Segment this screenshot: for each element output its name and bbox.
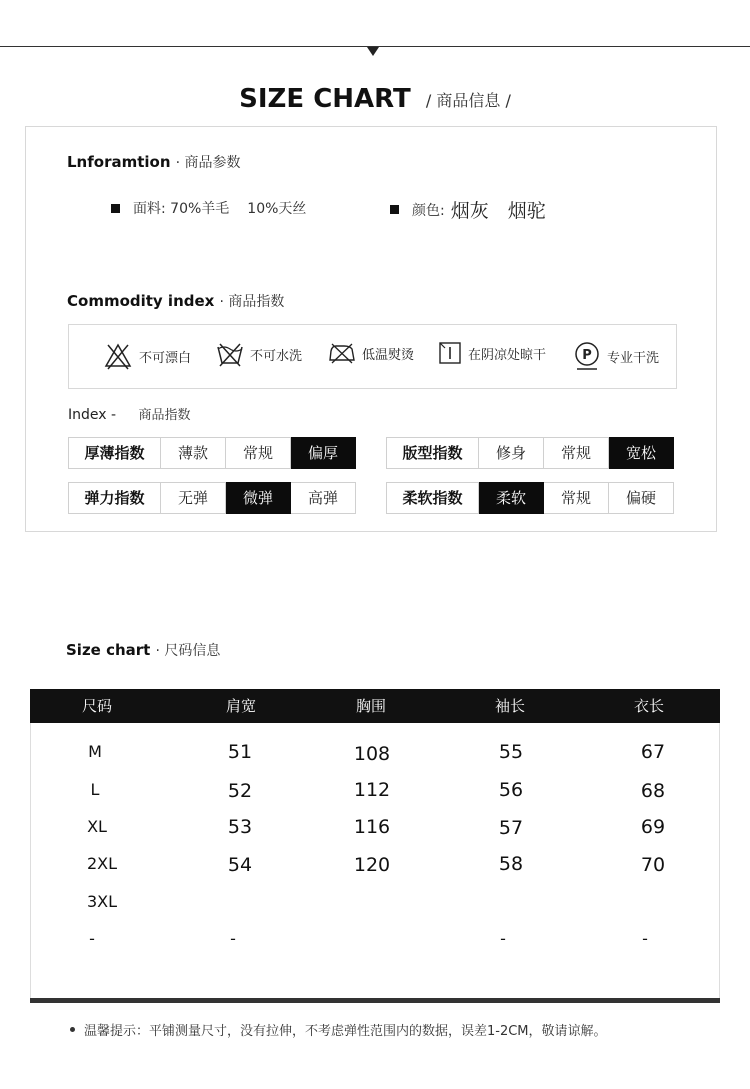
bullet-square-icon [111,204,120,213]
care-label: 在阴凉处晾干 [468,347,547,363]
index-label-cn: 商品指数 [138,408,191,423]
table-cell: 52 [227,780,253,802]
commodity-heading [67,291,284,311]
care-item-dry-clean [573,341,659,371]
information-heading-cn: · 商品参数 [175,155,241,171]
index-row-softness [386,482,674,514]
no-wash-icon [216,341,244,367]
index-row-elasticity [68,482,356,514]
size-chart-heading [66,640,220,660]
material-extra: 10%天丝 [247,201,307,217]
table-cell: 56 [498,779,524,801]
shade-dry-icon [438,341,462,365]
index-row-thickness [68,437,356,469]
size-chart-heading-cn: · 尺码信息 [155,643,221,659]
table-cell: 70 [640,854,666,876]
table-cell: - [89,929,95,948]
index-option-selected: 柔软 [479,482,544,514]
care-label: 不可漂白 [139,350,192,366]
index-option: 常规 [544,437,609,469]
commodity-heading-en: Commodity index [67,292,215,310]
table-cell: 120 [353,854,391,876]
table-cell: M [88,742,102,761]
commodity-heading-cn: · 商品指数 [219,294,285,310]
bullet-square-icon [390,205,399,214]
care-item-no-bleach [103,341,191,371]
information-heading [67,152,241,172]
material-label: 面料: 70%羊毛 [133,201,230,217]
svg-text:P: P [582,348,592,363]
table-cell: 57 [498,817,524,839]
index-option: 高弹 [291,482,356,514]
color-param [390,196,546,223]
size-table-bottom-rule [30,998,720,1003]
table-cell: 108 [353,743,391,765]
table-cell: 3XL [86,892,118,911]
size-table [30,689,720,1003]
care-label: 低温熨烫 [362,347,415,363]
low-iron-icon [328,341,356,365]
title-sub: / 商品信息 / [425,90,511,110]
index-option: 修身 [479,437,544,469]
index-option-selected: 偏厚 [291,437,356,469]
care-item-shade-dry [438,341,546,365]
care-label: 不可水洗 [250,348,303,364]
table-cell: XL [87,817,107,836]
title-main: SIZE CHART [239,84,411,114]
color-values: 烟灰 烟驼 [450,200,546,222]
care-label: 专业干洗 [607,350,660,366]
column-header: 肩宽 [225,697,257,715]
care-instructions [68,324,677,389]
column-header: 尺码 [81,697,113,715]
index-row-name: 版型指数 [386,437,479,469]
table-cell: - [500,929,506,948]
table-cell: 51 [227,741,253,763]
care-item-low-iron [328,341,414,365]
index-row-fit [386,437,674,469]
color-label: 颜色: [412,202,445,219]
table-cell: 116 [353,816,391,838]
tip-text: 温馨提示：平铺测量尺寸，没有拉伸，不考虑弹性范围内的数据，误差1-2CM，敬请谅解。 [84,1024,607,1039]
index-option: 常规 [544,482,609,514]
index-row-name: 柔软指数 [386,482,479,514]
table-cell: 2XL [86,854,118,873]
table-cell: - [642,929,648,948]
size-table-header [30,689,720,723]
index-option: 常规 [226,437,291,469]
table-cell: 55 [498,741,524,763]
index-option: 无弹 [161,482,226,514]
index-option-selected: 宽松 [609,437,674,469]
dry-clean-icon [573,341,601,371]
table-cell: 67 [640,741,666,763]
material-param [111,198,306,218]
index-row-name: 弹力指数 [68,482,161,514]
index-option: 偏硬 [609,482,674,514]
table-cell: 58 [498,853,524,875]
index-row-name: 厚薄指数 [68,437,161,469]
column-header: 袖长 [494,697,526,715]
divider-arrow-icon [367,47,379,56]
no-bleach-icon [103,341,133,371]
column-header: 胸围 [355,697,387,715]
table-cell: - [230,929,236,948]
size-chart-heading-en: Size chart [66,641,151,659]
table-cell: 112 [353,779,391,801]
table-cell: 69 [640,816,666,838]
index-label-en: Index - [68,407,117,423]
table-cell: L [90,780,100,799]
table-cell: 53 [227,816,253,838]
measurement-tip [70,1020,607,1039]
index-option: 薄款 [161,437,226,469]
column-header: 衣长 [633,697,665,715]
bullet-dot-icon [70,1027,75,1032]
index-option-selected: 微弹 [226,482,291,514]
care-item-no-wash [216,341,302,367]
index-heading [68,404,191,423]
page-title [0,84,750,114]
table-cell: 68 [640,780,666,802]
information-heading-en: Lnforamtion [67,153,171,171]
table-cell: 54 [227,854,253,876]
